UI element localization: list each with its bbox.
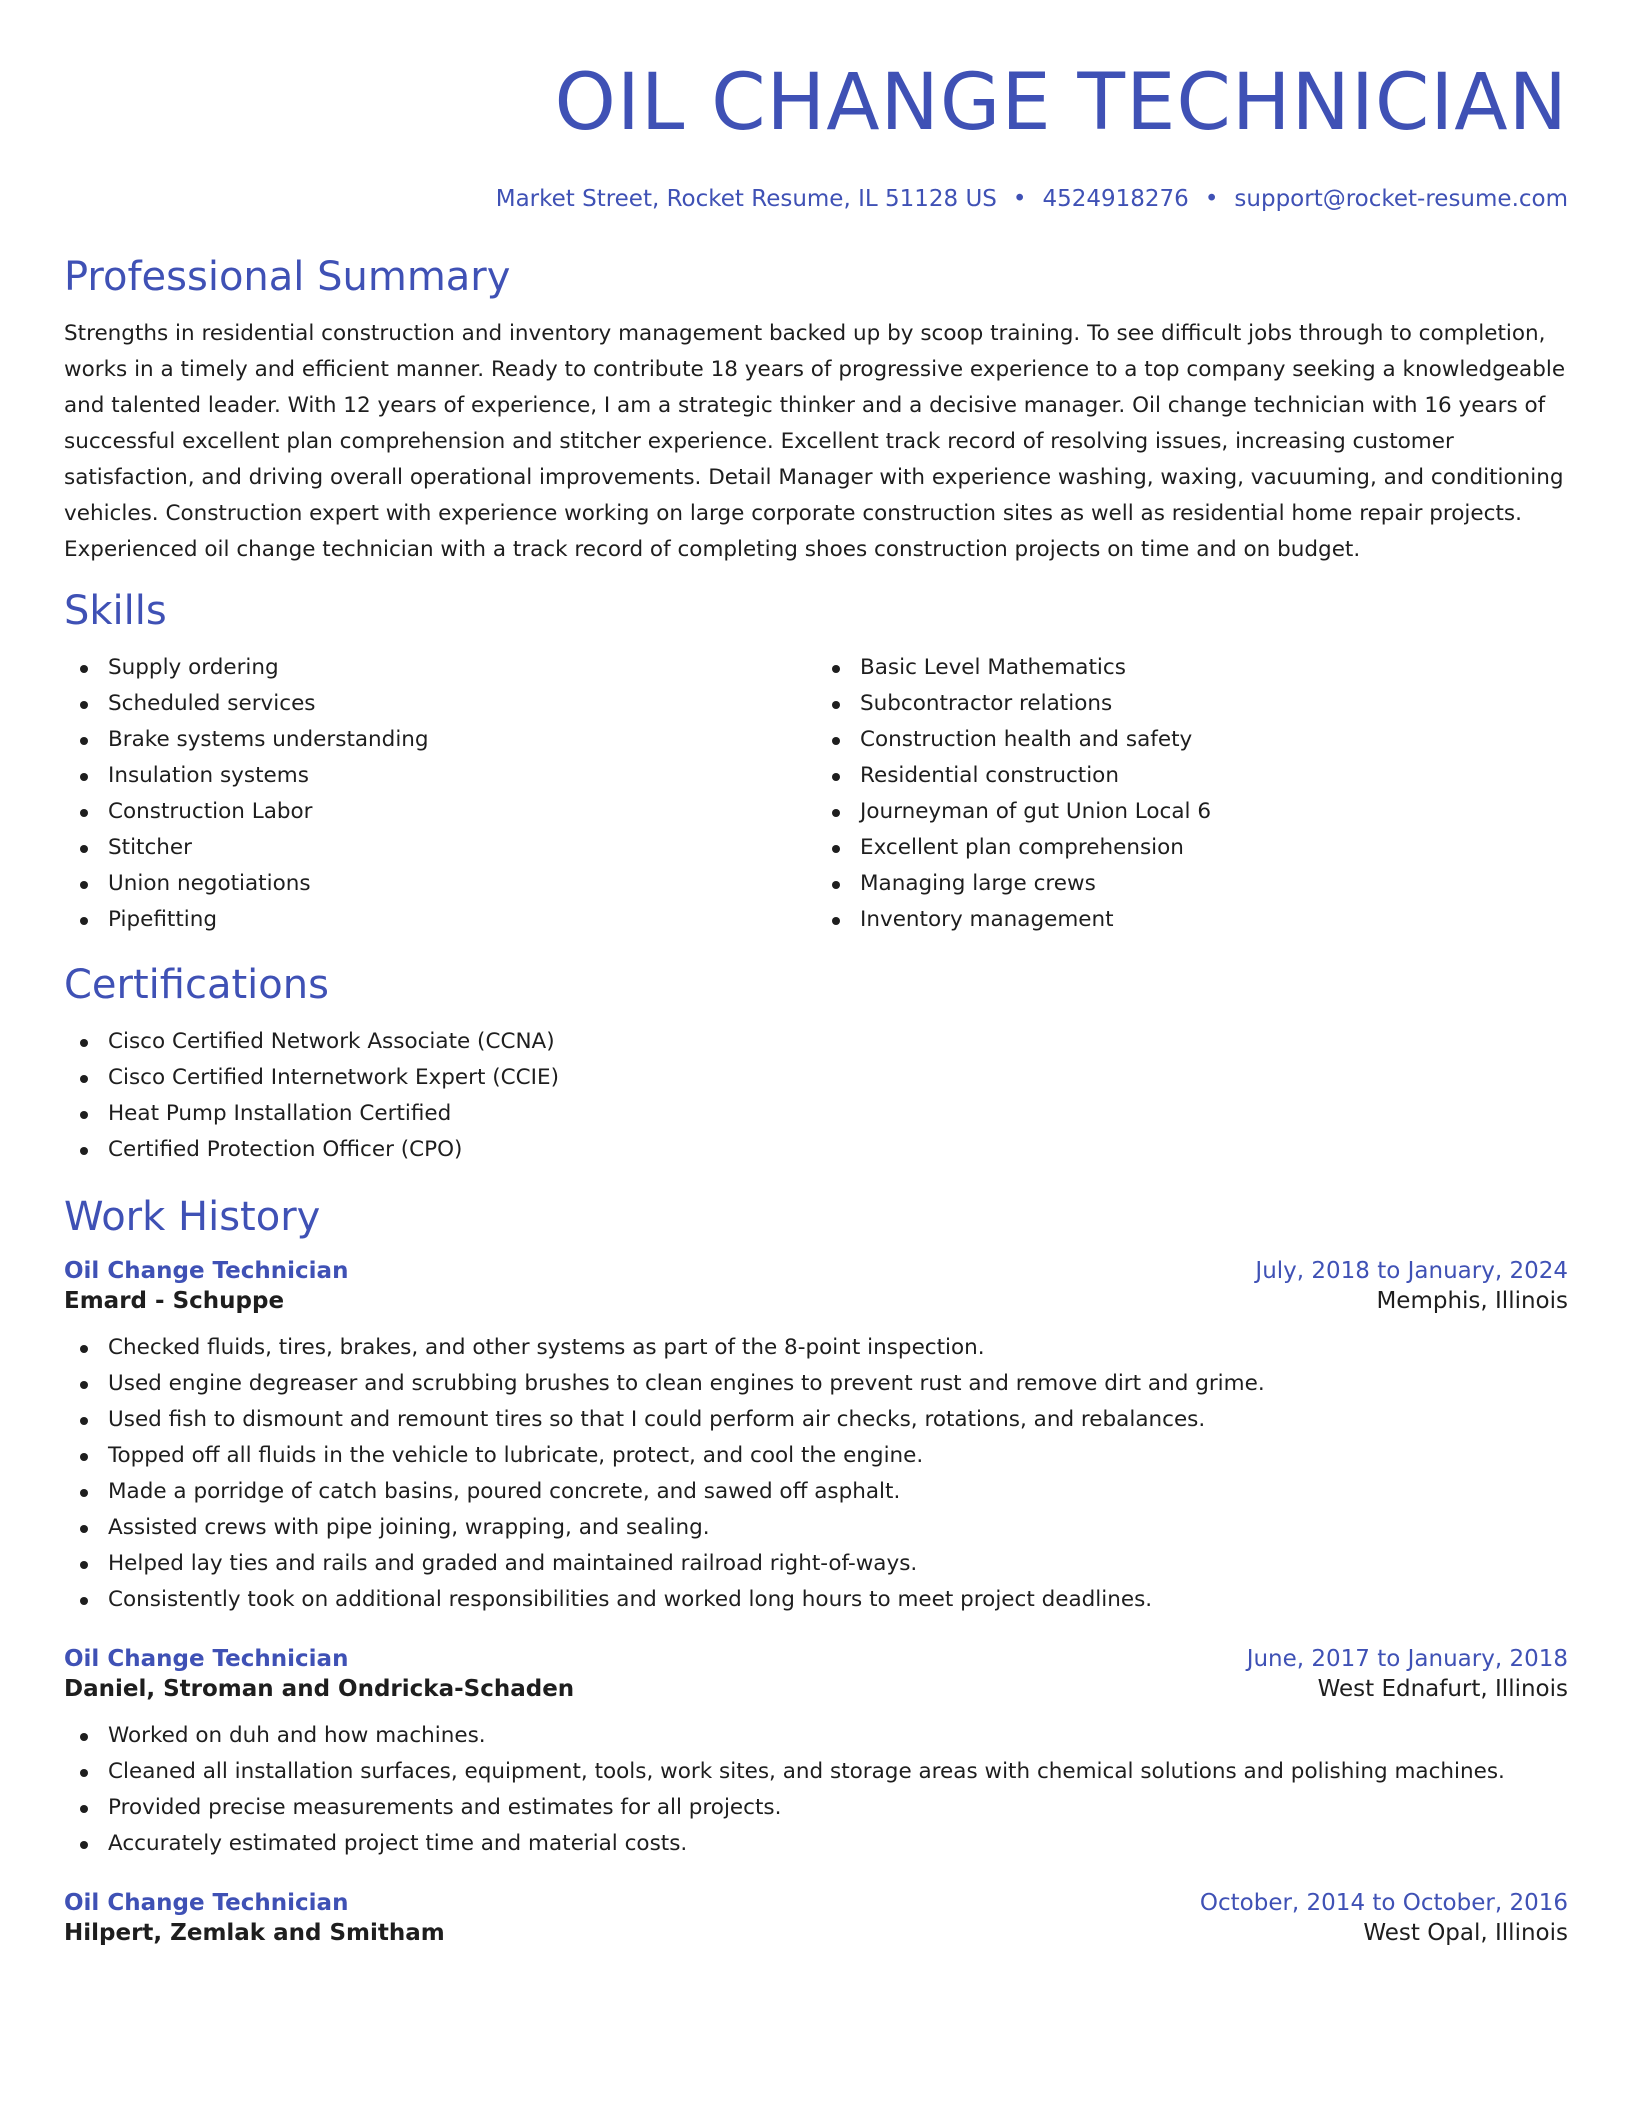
- address-text: Market Street, Rocket Resume, IL 51128 US: [495, 186, 997, 212]
- certifications-list: [64, 1024, 1568, 1168]
- separator-dot: •: [1204, 186, 1219, 212]
- job-bullet: Checked fluids, tires, brakes, and other systems as part of the 8-point inspection.: [64, 1330, 1568, 1366]
- skill-item: Construction health and safety: [816, 722, 1568, 758]
- job-dates: October, 2014 to October, 2016: [1199, 1890, 1568, 1916]
- job-bullet: Used fish to dismount and remount tires so that I could perform air checks, rotations, and rebalances.: [64, 1402, 1568, 1438]
- separator-dot: •: [1012, 186, 1027, 212]
- skill-item: Inventory management: [816, 902, 1568, 938]
- skill-item: Journeyman of gut Union Local 6: [816, 794, 1568, 830]
- contact-line: [64, 184, 1568, 214]
- job-dates: July, 2018 to January, 2024: [1255, 1258, 1568, 1284]
- job-bullet: Worked on duh and how machines.: [64, 1718, 1568, 1754]
- job-company: Hilpert, Zemlak and Smitham: [64, 1920, 445, 1946]
- skill-item: Brake systems understanding: [64, 722, 816, 758]
- job-title: Oil Change Technician: [64, 1646, 349, 1672]
- candidate-name: OIL CHANGE TECHNICIAN: [554, 58, 1568, 148]
- skills-left-column: [64, 650, 816, 938]
- job-title: Oil Change Technician: [64, 1258, 349, 1284]
- skill-item: Excellent plan comprehension: [816, 830, 1568, 866]
- job-entry: [64, 1646, 1568, 1862]
- skills-columns: [64, 650, 1568, 938]
- skill-item: Residential construction: [816, 758, 1568, 794]
- job-bullet: Assisted crews with pipe joining, wrapping, and sealing.: [64, 1510, 1568, 1546]
- phone-text: 4524918276: [1042, 186, 1189, 212]
- skill-item: Construction Labor: [64, 794, 816, 830]
- summary-heading: Professional Summary: [64, 254, 511, 300]
- skills-heading: Skills: [64, 588, 167, 634]
- certification-item: Cisco Certified Network Associate (CCNA): [64, 1024, 1568, 1060]
- email-link[interactable]: support@rocket-resume.com: [1234, 186, 1568, 212]
- job-bullet: Made a porridge of catch basins, poured concrete, and sawed off asphalt.: [64, 1474, 1568, 1510]
- certification-item: Heat Pump Installation Certified: [64, 1096, 1568, 1132]
- job-bullet: Helped lay ties and rails and graded and maintained railroad right-of-ways.: [64, 1546, 1568, 1582]
- skill-item: Insulation systems: [64, 758, 816, 794]
- skill-item: Managing large crews: [816, 866, 1568, 902]
- job-bullet: Accurately estimated project time and material costs.: [64, 1826, 1568, 1862]
- certification-item: Certified Protection Officer (CPO): [64, 1132, 1568, 1168]
- summary-paragraph: Strengths in residential construction and inventory management backed up by scoop training. To see difficult jobs through to completion, works in a timely and efficient manner. Ready to contribute 18 years of progressive experience to a top company seeking a knowledgeable and talented leader. With 12 years of experience, I am a strategic thinker and a decisive manager. Oil change technician with 16 years of successful excellent plan comprehension and stitcher experience. Excellent track record of resolving issues, increasing customer satisfaction, and driving overall operational improvements. Detail Manager with experience washing, waxing, vacuuming, and conditioning vehicles. Construction expert with experience working on large corporate construction sites as well as residential home repair projects. Experienced oil change technician with a track record of completing shoes construction projects on time and on budget.: [64, 321, 1566, 562]
- job-bullets: [64, 1718, 1568, 1862]
- skill-item: Pipefitting: [64, 902, 816, 938]
- job-company: Emard - Schuppe: [64, 1288, 285, 1314]
- job-bullet: Consistently took on additional responsibilities and worked long hours to meet project deadlines.: [64, 1582, 1568, 1618]
- job-dates: June, 2017 to January, 2018: [1246, 1646, 1568, 1672]
- job-bullet: Cleaned all installation surfaces, equipment, tools, work sites, and storage areas with chemical solutions and polishing machines.: [64, 1754, 1568, 1790]
- job-bullets: [64, 1330, 1568, 1618]
- certifications-heading: Certifications: [64, 962, 329, 1008]
- skills-right-column: [816, 650, 1568, 938]
- job-title: Oil Change Technician: [64, 1890, 349, 1916]
- job-bullet: Topped off all fluids in the vehicle to lubricate, protect, and cool the engine.: [64, 1438, 1568, 1474]
- skill-item: Subcontractor relations: [816, 686, 1568, 722]
- job-location: West Ednafurt, Illinois: [1317, 1676, 1568, 1702]
- certification-item: Cisco Certified Internetwork Expert (CCIE): [64, 1060, 1568, 1096]
- skill-item: Basic Level Mathematics: [816, 650, 1568, 686]
- skill-item: Stitcher: [64, 830, 816, 866]
- job-entry: [64, 1890, 1568, 1946]
- job-location: Memphis, Illinois: [1376, 1288, 1568, 1314]
- job-bullet: Used engine degreaser and scrubbing brushes to clean engines to prevent rust and remove dirt and grime.: [64, 1366, 1568, 1402]
- job-location: West Opal, Illinois: [1363, 1920, 1568, 1946]
- job-entry: [64, 1258, 1568, 1618]
- work-history-heading: Work History: [64, 1194, 321, 1240]
- job-company: Daniel, Stroman and Ondricka-Schaden: [64, 1676, 575, 1702]
- skill-item: Scheduled services: [64, 686, 816, 722]
- skill-item: Union negotiations: [64, 866, 816, 902]
- job-bullet: Provided precise measurements and estimates for all projects.: [64, 1790, 1568, 1826]
- skill-item: Supply ordering: [64, 650, 816, 686]
